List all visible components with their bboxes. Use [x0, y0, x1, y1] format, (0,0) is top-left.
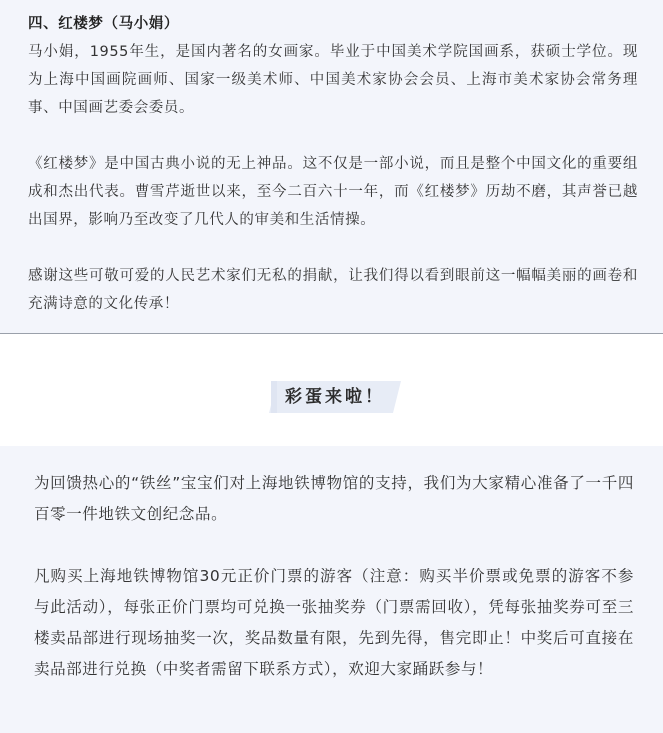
easter-egg-section [0, 446, 663, 733]
section-heading: 四、红楼梦（马小娟） [28, 16, 179, 32]
thanks-paragraph: 感谢这些可敬可爱的人民艺术家们无私的捐献，让我们得以看到眼前这一幅幅美丽的画卷和充满诗意的文化传承！ [28, 268, 638, 312]
article-section [0, 0, 663, 334]
easter-egg-body [34, 468, 634, 685]
artist-bio-paragraph: 马小娟，1955年生，是国内著名的女画家。毕业于中国美术学院国画系，获硕士学位。现为上海中国画院画师、国家一级美术师、中国美术家协会会员、上海市美术家协会常务理事、中国画艺委会委员。 [28, 44, 638, 116]
lottery-rules-paragraph: 凡购买上海地铁博物馆30元正价门票的游客（注意：购买半价票或免票的游客不参与此活动），每张正价门票均可兑换一张抽奖券（门票需回收），凭每张抽奖券可至三楼卖品部进行现场抽奖一次，奖品数量有限，先到先得，售完即止！中奖后可直接在卖品部进行兑换（中奖者需留下联系方式），欢迎大家踊跃参与！ [34, 567, 634, 678]
gift-intro-paragraph: 为回馈热心的“铁丝”宝宝们对上海地铁博物馆的支持，我们为大家精心准备了一千四百零一件地铁文创纪念品。 [34, 474, 634, 523]
easter-egg-header [0, 334, 663, 446]
novel-intro-paragraph: 《红楼梦》是中国古典小说的无上神品。这不仅是一部小说，而且是整个中国文化的重要组成和杰出代表。曹雪芹逝世以来，至今二百六十一年，而《红楼梦》历劫不磨，其声誉已越出国界，影响乃至改变了几代人的审美和生活情操。 [28, 156, 638, 228]
easter-egg-banner [269, 381, 401, 413]
easter-egg-title: 彩蛋来啦！ [285, 387, 385, 407]
article-body [28, 10, 638, 318]
